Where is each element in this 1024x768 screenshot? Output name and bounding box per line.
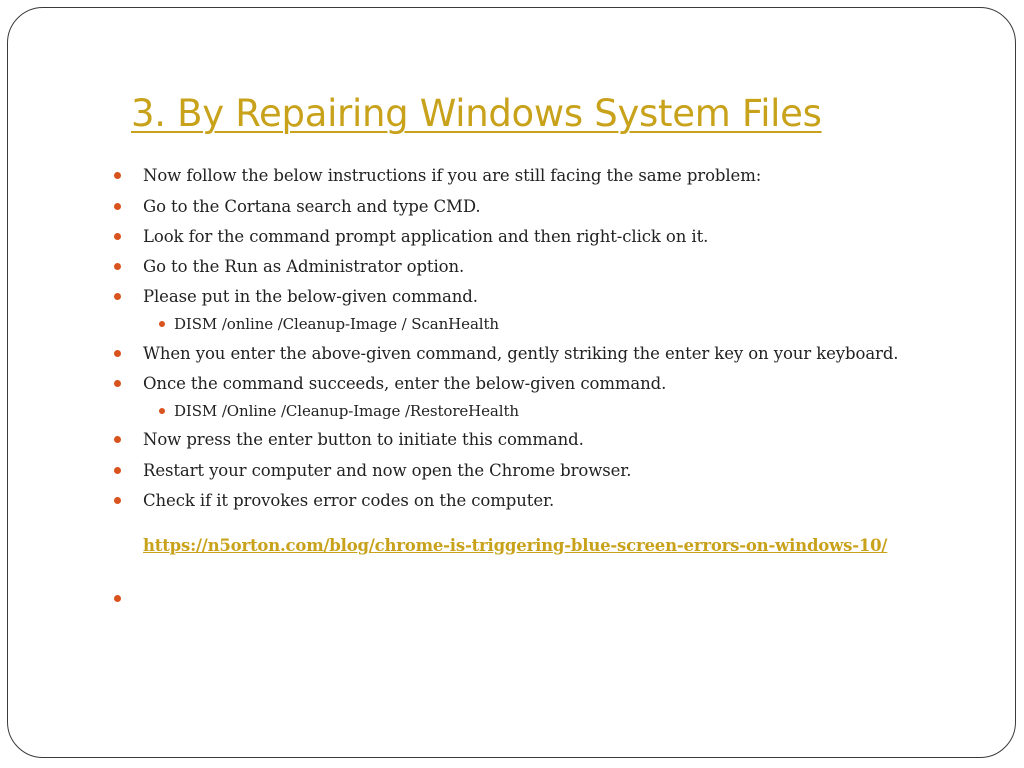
bullet-text: Now follow the below instructions if you are still facing the same problem: [143, 166, 762, 185]
list-item [143, 491, 554, 510]
bullet-icon [114, 497, 121, 504]
bullet-icon [114, 350, 121, 357]
sub-bullet-text: DISM /online /Cleanup-Image / ScanHealth [174, 315, 499, 333]
bullet-icon [114, 263, 121, 270]
bullet-text: Go to the Run as Administrator option. [143, 257, 465, 276]
list-item [143, 227, 708, 246]
sub-list-item [174, 315, 499, 333]
bullet-text: Please put in the below-given command. [143, 287, 478, 306]
bullet-text: Now press the enter button to initiate this command. [143, 430, 584, 449]
sub-bullet-icon [159, 321, 165, 327]
list-item [143, 461, 631, 480]
bullet-icon [114, 467, 121, 474]
slide-title: 3. By Repairing Windows System Files [131, 92, 822, 135]
bullet-icon [114, 380, 121, 387]
bullet-text: Check if it provokes error codes on the computer. [143, 491, 555, 510]
bullet-text: Look for the command prompt application and then right-click on it. [143, 227, 709, 246]
list-item [143, 287, 478, 306]
source-link[interactable]: https://n5orton.com/blog/chrome-is-triggering-blue-screen-errors-on-windows-10/ [143, 536, 888, 555]
bullet-icon [114, 203, 121, 210]
list-item [143, 257, 464, 276]
list-item [143, 197, 481, 216]
bullet-text: Restart your computer and now open the Chrome browser. [143, 461, 632, 480]
bullet-icon [114, 436, 121, 443]
sub-list-item [174, 402, 519, 420]
sub-bullet-icon [159, 408, 165, 414]
bullet-text: Once the command succeeds, enter the below-given command. [143, 374, 667, 393]
bullet-text: When you enter the above-given command, gently striking the enter key on your keyboard. [143, 344, 899, 363]
list-item [143, 430, 584, 449]
bullet-text: Go to the Cortana search and type CMD. [143, 197, 481, 216]
empty-bullet-icon [114, 595, 121, 602]
list-item [143, 166, 761, 185]
list-item [143, 374, 666, 393]
sub-bullet-text: DISM /Online /Cleanup-Image /RestoreHealth [174, 402, 519, 420]
bullet-icon [114, 172, 121, 179]
bullet-icon [114, 293, 121, 300]
bullet-icon [114, 233, 121, 240]
list-item [143, 344, 898, 363]
